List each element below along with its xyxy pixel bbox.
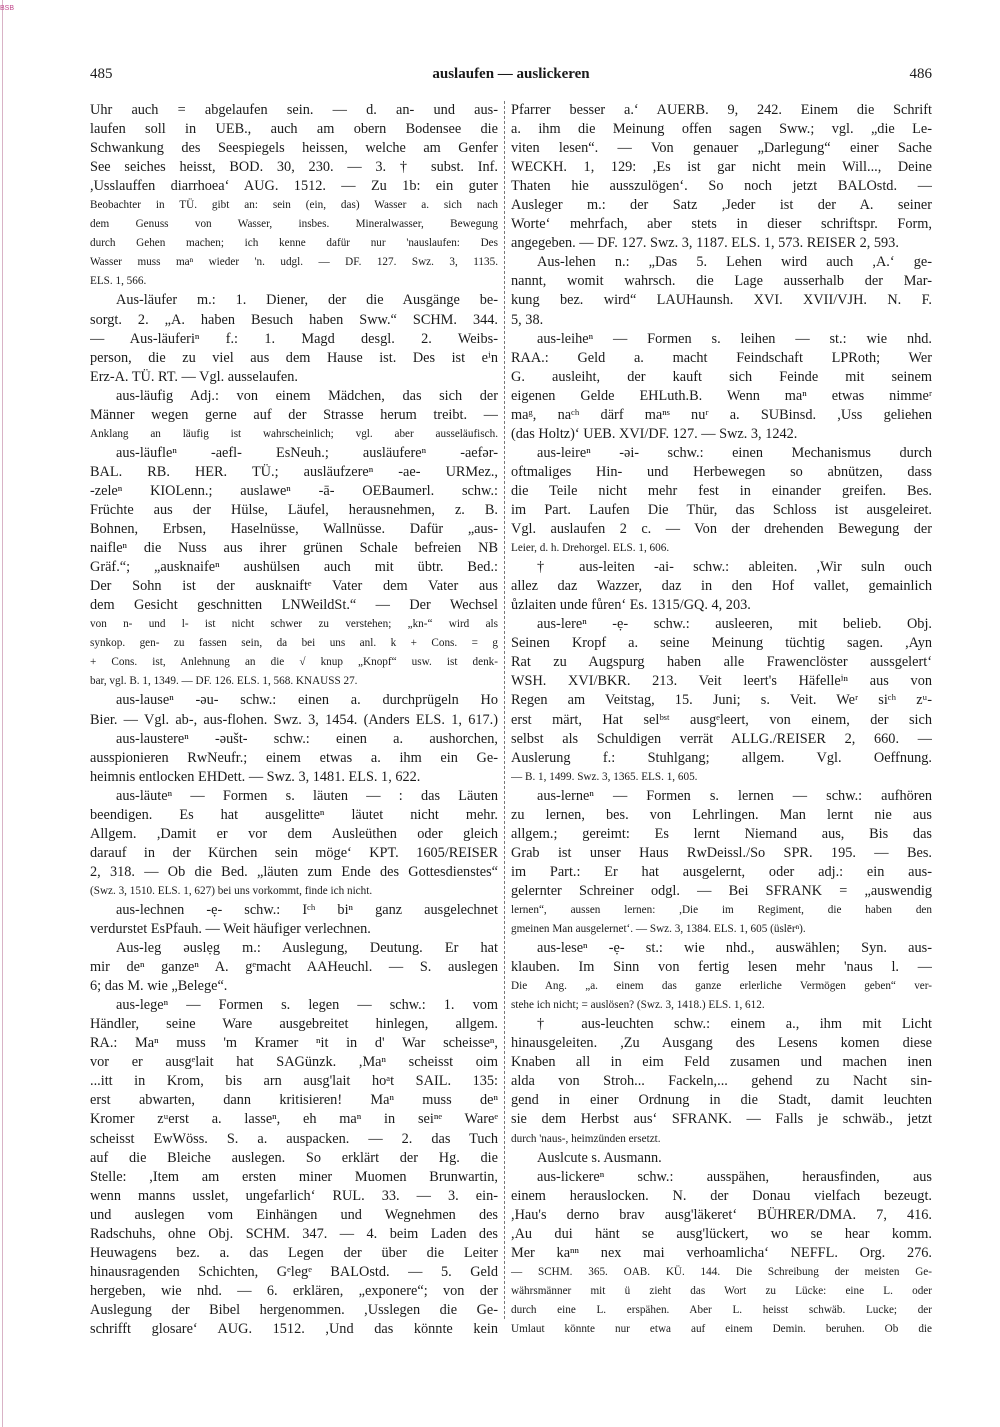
- text-line: See seiches heisst, BOD. 30, 230. — 3. † subst. Inf.: [90, 159, 498, 176]
- page-header: [90, 66, 932, 88]
- text-line: zu lernen, bes. von Lehrlingen. Man lernt nie aus: [511, 806, 932, 823]
- text-line: kung bez. wird“ LAUHaunsh. XVI. XVII/VJH. N. F.: [511, 292, 932, 309]
- text-line: (das Holtz)‘ UEB. XVI/DF. 127. — Swz. 3, 1242.: [511, 425, 798, 442]
- text-line: aus-läufig Adj.: von einem Mädchen, das sich der: [116, 387, 498, 404]
- text-line: Ausleger m.: der Satz ,Jeder ist der A. seiner: [511, 197, 932, 214]
- text-line: allgem.; gereimt: Es lernt Niemand aus, Bis das: [511, 825, 932, 842]
- text-line: Thaten hie ausszulögen‘. So noch jetzt BALOstd. —: [511, 178, 932, 195]
- text-line: + Cons. ist, Anlehnung an die √ knup „Knopf“ usw. ist denk-: [90, 656, 498, 669]
- text-line: Heuwagens bez. a. das Legen der über die Leiter: [90, 1244, 498, 1261]
- text-line: darauf in der Kürchen sein möge‘ KPT. 1605/REISER: [90, 844, 498, 861]
- text-line: aus-leiheⁿ — Formen s. leihen — st.: wie nhd.: [537, 330, 932, 347]
- text-line: 5, 38.: [511, 311, 544, 328]
- text-line: beendigen. Es hat ausgelitteⁿ läutet nicht mehr.: [90, 806, 498, 823]
- text-line: Beobachter in TÜ. gibt an: sein (ein, das) Wasser a. sich nach: [90, 199, 498, 212]
- text-line: gelernter Schreiner odgl. — Bei SFRANK = „auswendig: [511, 882, 932, 899]
- text-line: Umlaut könnte nur etwa auf einem Demin. beruhen. Ob die: [511, 1323, 932, 1335]
- text-line: Auslcute s. Ausmann.: [537, 1149, 662, 1166]
- text-line: aus-laustereⁿ -əušt- schw.: einen a. aushorchen,: [116, 730, 498, 747]
- text-line: Früchte aus der Hülse, Läufel, herausnehmen, z. B.: [90, 501, 498, 518]
- text-line: dem Gesicht geschnitten LNWeildSt.“ — Der Wechsel: [90, 597, 498, 614]
- column-divider: [504, 101, 506, 1319]
- text-line: Worte‘ mehrfach, aber stets in dieser schriftspr. Form,: [511, 216, 932, 233]
- text-line: aus-lechnen -ẹ- schw.: Iᶜʰ biⁿ ganz ausgelechnet: [116, 901, 498, 918]
- text-line: durch Gehen machen; ich kenne dafür nur 'nauslaufen: Des: [90, 237, 498, 250]
- text-line: Stelle: ,Item am ersten miner Muomen Brunwartin,: [90, 1168, 498, 1185]
- text-line: BAL. RB. HER. TÜ.; ausläufzereⁿ -ae- URMez.,: [90, 463, 498, 480]
- text-line: die Teile nicht mehr fest in einander greifen. Bes.: [511, 482, 932, 499]
- text-line: — Aus-läuferiⁿ f.: 1. Magd desgl. 2. Weibs-: [90, 330, 498, 347]
- text-line: im Part. Laufen Die Thür, das Schloss ist ausgeleiret.: [511, 501, 932, 518]
- text-line: — B. 1, 1499. Swz. 3, 1365. ELS. 1, 605.: [511, 770, 698, 783]
- text-line: währsmänner mit ü zieht das Wort zu Lücke: eine L. oder: [511, 1284, 932, 1297]
- text-line: ELS. 1, 566.: [90, 275, 147, 288]
- text-line: Radschuhs, ohne Obj. SCHM. 347. — 4. beim Laden des: [90, 1225, 498, 1242]
- text-line: aus-legeⁿ — Formen s. legen — schw.: 1. vom: [116, 997, 498, 1014]
- text-line: WSH. XVI/BKR. 213. Veit leert's Häfelleⁱⁿ aus von: [511, 673, 932, 690]
- text-line: Vgl. auslaufen 2 c. — Von der drehenden Bewegung der: [511, 521, 932, 538]
- text-line: person, die zu viel aus dem Hause ist. Des ist eⁱn: [90, 349, 498, 366]
- text-line: im Part.: Er hat ausgelernt, oder adj.: ein aus-: [511, 863, 932, 880]
- text-line: ,Usslauffen diarrhoea‘ AUG. 1512. — Zu 1b: ein guter: [90, 178, 498, 195]
- right-column: [511, 101, 932, 1339]
- text-line: Kromer zᵘerst a. lasseⁿ, eh maⁿ in seiⁿᵉ Wareᵉ: [90, 1111, 498, 1128]
- text-line: von n- und l- ist nicht schwer zu verstehen; „kn-“ wird als: [90, 618, 498, 631]
- text-line: Knaben all in eim Feld zusamen und machen inen: [511, 1054, 932, 1071]
- text-line: Männer wegen gerne auf der Strasse herum treibt. —: [90, 406, 498, 423]
- text-line: ...itt in Krom, bis arn ausg'lait hoᵃt SAIL. 135:: [90, 1073, 498, 1090]
- text-line: Allgem. ,Damit er vor dem Ausleüthen oder gleich: [90, 825, 498, 842]
- text-line: -zeleⁿ KIOLenn.; auslaweⁿ -ā- OEBaumerl. schw.:: [90, 482, 498, 499]
- text-line: wenn manns usslet, ungefarlich‘ RUL. 33. — 3. ein-: [90, 1187, 498, 1204]
- text-line: Pfarrer besser a.‘ AUERB. 9, 242. Einem die Schrift: [511, 102, 932, 118]
- text-line: synkop. gen- zu fassen sein, da bei uns anl. k + Cons. = g: [90, 637, 498, 650]
- right-page-number: 486: [909, 66, 932, 82]
- text-line: aus-leseⁿ -ẹ- st.: wie nhd., auswählen; Syn. aus-: [537, 940, 932, 957]
- text-line: erst märt, Hat selᵇˢᵗ ausgᵉleert, von einem, der sich: [511, 711, 932, 728]
- text-line: Auslerung f.: Stuhlgang; allgem. Vgl. Oeffnung.: [511, 749, 932, 766]
- text-line: Bier. — Vgl. ab-, aus-flohen. Swz. 3, 1454. (Anders ELS. 1, 617.): [90, 711, 498, 728]
- text-line: sie dem Herbst aus‘ SFRANK. — Falls je schwäb., jetzt: [511, 1111, 932, 1128]
- text-line: ůzlaiten unde fůren‘ Es. 1315/GQ. 4, 203.: [511, 597, 751, 614]
- text-line: Uhr auch = abgelaufen sein. — d. an- und aus-: [90, 102, 498, 118]
- text-line: gend in einer Ordnung in die Stadt, damit leuchten: [511, 1092, 932, 1109]
- text-line: hinausgeleiten. ,Zu Ausgang des Lesens komen diese: [511, 1035, 932, 1052]
- text-line: Leier, d. h. Drehorgel. ELS. 1, 606.: [511, 542, 670, 555]
- text-line: aus-lerneⁿ — Formen s. lernen — schw.: aufhören: [537, 787, 932, 804]
- text-line: Grab ist unser Haus RwDeissl./So SPR. 195. — Bes.: [511, 844, 932, 861]
- text-line: oftmaliges Hin- und Herbewegen so abnützen, dass: [511, 463, 932, 480]
- text-line: maᵍ, naᶜʰ därf maⁿˢ nuʳ a. SUBinsd. ,Uss geliehen: [511, 406, 932, 423]
- text-line: gmeinen Man ausgelernet‘. — Swz. 3, 1384. ELS. 1, 605 (üslērⁿ).: [511, 923, 806, 936]
- text-line: a. ihm die Meinung offen sagen Sww.; vgl. „die Le-: [511, 121, 932, 138]
- text-line: Schwankung des Seespiegels heissen, welche am Genfer: [90, 140, 498, 157]
- text-line: erst abwarten, dann kritisieren! Maⁿ muss deⁿ: [90, 1092, 498, 1109]
- text-line: Anklang an läufig ist wahrscheinlich; vgl. aber ausseläufisch.: [90, 427, 498, 440]
- library-stamp: BSB: [0, 5, 15, 12]
- text-line: naifleⁿ die Nuss aus ihrer grünen Schale befreien NB: [90, 540, 498, 557]
- text-line: viten lesen“. — Von genauer „Darlegung“ einer Sache: [511, 140, 932, 157]
- text-line: durch eine L. erspähen. Aber L. heisst schwäb. Lucke; der: [511, 1303, 932, 1316]
- text-line: Seinen Kropf a. seine Meinung tüchtig sagen. ,Ayn: [511, 635, 932, 652]
- text-line: schrifft glosare‘ AUG. 1512. ,Und das könnte kein: [90, 1321, 498, 1337]
- text-line: vor er ausgᵉlait hat SAGünzk. ,Maⁿ scheisst oim: [90, 1054, 498, 1071]
- text-line: hinausragenden Schichten, Gᵉlegᵉ BALOstd. — 5. Geld: [90, 1263, 498, 1280]
- text-line: Der Sohn ist der ausknaiftᵉ Vater dem Vater aus: [90, 578, 498, 595]
- text-line: klauben. Im Sinn von fertig lesen mehr 'naus l. —: [511, 959, 932, 976]
- text-line: angegeben. — DF. 127. Swz. 3, 1187. ELS. 1, 573. REISER 2, 593.: [511, 235, 899, 252]
- left-page-number: 485: [90, 66, 113, 82]
- text-line: Aus-läufer m.: 1. Diener, der die Ausgänge be-: [116, 292, 498, 309]
- text-line: Gräf.“; „ausknaifeⁿ aushülsen auch mit übtr. Bed.:: [90, 559, 498, 576]
- text-line: Regen am Veitstag, 15. Juni; s. Veit. Weʳ siᶜʰ zᵘ-: [511, 692, 932, 709]
- text-line: Aus-lehen n.: „Das 5. Lehen wird auch ,A.‘ ge-: [537, 254, 932, 271]
- text-line: (Swz. 3, 1510. ELS. 1, 627) bei uns vorkommt, finde ich nicht.: [90, 884, 373, 897]
- text-line: aus-lickereⁿ schw.: ausspähen, herausfinden, aus: [537, 1168, 932, 1185]
- text-line: alda von Stroh... Fackeln,... gehend zu Nacht sin-: [511, 1073, 932, 1090]
- text-line: heimnis entlocken EHDett. — Swz. 3, 1481. ELS. 1, 622.: [90, 768, 421, 785]
- text-line: Aus-leg əuslẹg m.: Auslegung, Deutung. Er hat: [116, 940, 498, 957]
- text-line: 2, 318. — Ob die Bed. „läuten zum Ende des Gottesdienstes“: [90, 863, 498, 880]
- text-line: Bohnen, Erbsen, Haselnüsse, Wallnüsse. Dafür „aus-: [90, 521, 498, 538]
- text-line: WECKH. 1, 129: ,Es ist gar nicht mein Will..., Deine: [511, 159, 932, 176]
- text-line: und auslegen vom Einhängen und Wegnehmen des: [90, 1206, 498, 1223]
- text-line: RAA.: Geld a. macht Feindschaft LPRoth; Wer: [511, 349, 932, 366]
- text-line: allez daz Wazzer, daz in den Hof vallet, gemainlich: [511, 578, 932, 595]
- text-line: mir deⁿ ganzeⁿ A. gᵉmacht AAHeuchl. — S. auslegen: [90, 959, 498, 976]
- text-line: — SCHM. 365. OAB. KÜ. 144. Die Schreibung der meisten Ge-: [511, 1265, 932, 1278]
- text-line: ,Hau's derno brav ausg'läkeret‘ BÜHRER/DMA. 7, 416.: [511, 1206, 932, 1223]
- text-line: † aus-leiten -ai- schw.: ableiten. ,Wir suln ouch: [537, 559, 932, 576]
- text-line: verdurstet EsPfauh. — Weit häufiger verlechnen.: [90, 921, 371, 938]
- text-line: stehe ich nicht; = auslösen? (Swz. 3, 1418.) ELS. 1, 612.: [511, 999, 765, 1012]
- text-line: aus-lereⁿ -ẹ- schw.: ausleeren, mit belieb. Obj.: [537, 616, 932, 633]
- text-line: selbst als Schuldigen verrät ALLG./REISER 2, 660. —: [511, 730, 932, 747]
- text-line: auf die Bleiche auslegen. So erklärt der Hg. die: [90, 1149, 498, 1166]
- text-line: G. ausleiht, der kauft sich Feinde mit seinem: [511, 368, 932, 385]
- text-line: lernen“, aussen lernen: ,Die im Regiment, die haben den: [511, 903, 932, 916]
- text-line: laufen soll in UEB., auch am obern Bodensee die: [90, 121, 498, 138]
- text-line: Händler, seine Ware ausgebreitet hinlegen, allgem.: [90, 1016, 498, 1033]
- text-line: Wasser muss maⁿ wieder 'n. udgl. — DF. 127. Swz. 3, 1135.: [90, 256, 498, 269]
- text-line: Die Ang. „a. einem das ganze erlerliche Vermögen geben“ ver-: [511, 980, 932, 993]
- text-line: bar, vgl. B. 1, 1349. — DF. 126. ELS. 1, 568. KNAUSS 27.: [90, 675, 358, 688]
- text-line: nannt, womit wahrsch. die Lage ausserhalb der Mar-: [511, 273, 932, 290]
- scan-margin-line: [2, 0, 3, 1427]
- text-line: Mer kaⁿⁿ nex mai verhoamlicha‘ NEFFL. Org. 276.: [511, 1244, 932, 1261]
- text-line: aus-läufleⁿ -aefl- EsNeuh.; ausläufereⁿ -aefər-: [116, 444, 498, 461]
- text-line: ausspionieren RwNeufr.; einem etwas a. ihm ein Ge-: [90, 749, 498, 766]
- text-line: Rat zu Augspurg haben alle Frawenclöster aussgelert‘: [511, 654, 932, 671]
- text-line: durch 'naus-, heimzünden ersetzt.: [511, 1132, 661, 1145]
- text-line: aus-leireⁿ -əi- schw.: einen Mechanismus durch: [537, 444, 932, 461]
- text-line: scheisst EwWöss. S. a. auspacken. — 2. das Tuch: [90, 1130, 498, 1147]
- text-line: aus-läuteⁿ — Formen s. läuten — : das Läuten: [116, 787, 498, 804]
- text-line: einem herauslocken. N. der Donau vielfach bezeugt.: [511, 1187, 932, 1204]
- text-line: hergeben, wie nhd. — 6. erklären, „exponere“; von der: [90, 1282, 498, 1299]
- left-column: [90, 101, 498, 1339]
- text-line: Erz-A. TÜ. RT. — Vgl. ausselaufen.: [90, 368, 298, 385]
- text-line: 6; das M. wie „Belege“.: [90, 978, 228, 995]
- text-line: RA.: Maⁿ muss 'm Kramer ⁿit in d' War scheisseⁿ,: [90, 1035, 498, 1052]
- text-line: † aus-leuchten schw.: einem a., ihm mit Licht: [537, 1016, 932, 1033]
- text-line: eigenen Gelde EHLuth.B. Wenn maⁿ etwas nimmeʳ: [511, 387, 932, 404]
- running-title: auslaufen — auslickeren: [432, 66, 590, 82]
- text-line: Auslegung der Bibel hergenommen. ,Usslegen die Ge-: [90, 1301, 498, 1318]
- text-line: ,Au dui hänt se ausg'lückert, wo se hear komm.: [511, 1225, 932, 1242]
- text-line: sorgt. 2. „A. haben Besuch haben Sww.“ SCHM. 344.: [90, 311, 498, 328]
- text-line: aus-lauseⁿ -əu- schw.: einen a. durchprügeln Ho: [116, 692, 498, 709]
- text-line: dem Genuss von Wasser, insbes. Mineralwasser, Bewegung: [90, 218, 498, 231]
